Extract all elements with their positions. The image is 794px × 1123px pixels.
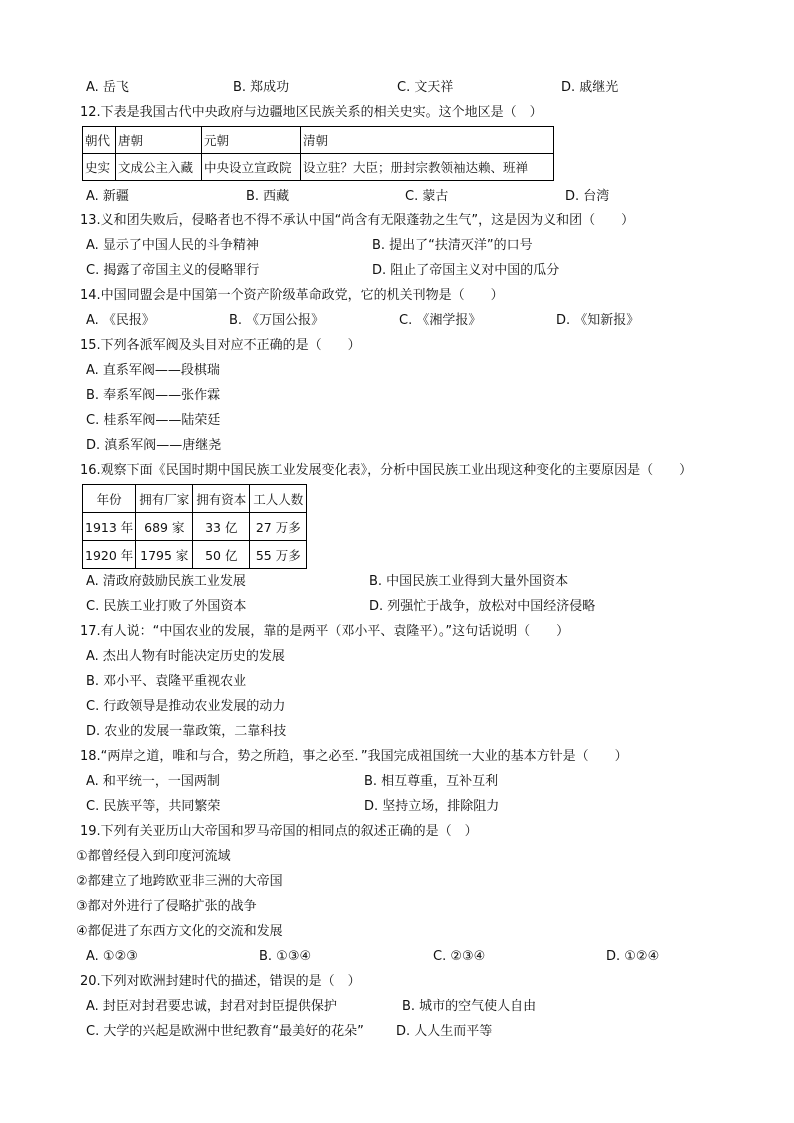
q16-option-d: D. 列强忙于战争，放松对中国经济侵略 xyxy=(369,599,596,614)
q15-option-a: A. 直系军阀——段棋瑞 xyxy=(86,363,220,378)
q18-option-a: A. 和平统一，一国两制 xyxy=(86,774,220,789)
q12-cell: 设立驻？大臣；册封宗教领袖达赖、班禅 xyxy=(301,154,554,181)
q16-table-row xyxy=(83,513,307,541)
q16-cell: 1920 年 xyxy=(83,541,136,569)
q13-stem: 13.义和团失败后，侵略者也不得不承认中国“尚含有无限蓬勃之生气”，这是因为义和团（ ） xyxy=(80,213,635,228)
q12-option-c: C. 蒙古 xyxy=(405,189,449,204)
q19-item-4: ④都促进了东西方文化的交流和发展 xyxy=(76,924,283,939)
q19-item-3: ③都对外进行了侵略扩张的战争 xyxy=(76,899,257,914)
q17-option-d: D. 农业的发展一靠政策，二靠科技 xyxy=(86,724,287,739)
q12-header-cell: 唐朝 xyxy=(116,127,202,154)
q16-stem: 16.观察下面《民国时期中国民族工业发展变化表》，分析中国民族工业出现这种变化的主要原因是（ ） xyxy=(80,463,693,478)
q14-option-c: C. 《湘学报》 xyxy=(399,313,482,328)
q19-stem: 19.下列有关亚历山大帝国和罗马帝国的相同点的叙述正确的是（ ） xyxy=(80,824,478,839)
q15-option-c: C. 桂系军阀——陆荣廷 xyxy=(86,413,221,428)
q20-option-b: B. 城市的空气使人自由 xyxy=(402,999,537,1014)
q14-option-a: A. 《民报》 xyxy=(86,313,155,328)
q12-table-header-row xyxy=(83,127,554,154)
q16-option-c: C. 民族工业打败了外国资本 xyxy=(86,599,247,614)
q19-item-1: ①都曾经侵入到印度河流域 xyxy=(76,849,231,864)
q16-cell: 55 万多 xyxy=(250,541,307,569)
q11-option-a: A. 岳飞 xyxy=(86,80,129,95)
q15-stem: 15.下列各派军阀及头目对应不正确的是（ ） xyxy=(80,338,361,353)
q19-option-a: A. ①②③ xyxy=(86,949,138,964)
q12-cell: 文成公主入藏 xyxy=(116,154,202,181)
q18-option-b: B. 相互尊重，互补互利 xyxy=(364,774,499,789)
q16-table-row xyxy=(83,541,307,569)
q15-option-b: B. 奉系军阀——张作霖 xyxy=(86,388,221,403)
q16-header-cell: 拥有资本 xyxy=(193,485,250,513)
q11-option-b: B. 郑成功 xyxy=(233,80,290,95)
q19-option-c: C. ②③④ xyxy=(433,949,486,964)
q12-header-cell: 朝代 xyxy=(83,127,116,154)
q12-header-cell: 清朝 xyxy=(301,127,554,154)
q16-table xyxy=(82,484,307,569)
q12-table xyxy=(82,126,554,181)
q16-cell: 27 万多 xyxy=(250,513,307,541)
q17-stem: 17.有人说：“中国农业的发展，靠的是两平（邓小平、袁隆平）。”这句话说明（ ） xyxy=(80,624,570,639)
q16-cell: 33 亿 xyxy=(193,513,250,541)
q12-option-d: D. 台湾 xyxy=(565,189,610,204)
q16-header-cell: 年份 xyxy=(83,485,136,513)
q16-table-header-row xyxy=(83,485,307,513)
q20-option-d: D. 人人生而平等 xyxy=(396,1024,493,1039)
q12-table-row xyxy=(83,154,554,181)
q14-option-b: B. 《万国公报》 xyxy=(229,313,325,328)
q16-header-cell: 工人人数 xyxy=(250,485,307,513)
q17-option-c: C. 行政领导是推动农业发展的动力 xyxy=(86,699,286,714)
q18-stem: 18.“两岸之道，唯和与合，势之所趋，事之必至．”我国完成祖国统一大业的基本方针是（ ） xyxy=(80,749,628,764)
q13-option-b: B. 提出了“扶清灭洋”的口号 xyxy=(372,238,533,253)
q12-option-a: A. 新疆 xyxy=(86,189,129,204)
q13-option-c: C. 揭露了帝国主义的侵略罪行 xyxy=(86,263,260,278)
q16-cell: 50 亿 xyxy=(193,541,250,569)
q16-cell: 1913 年 xyxy=(83,513,136,541)
q16-option-a: A. 清政府鼓励民族工业发展 xyxy=(86,574,246,589)
q20-option-c: C. 大学的兴起是欧洲中世纪教育“最美好的花朵” xyxy=(86,1024,364,1039)
q13-option-a: A. 显示了中国人民的斗争精神 xyxy=(86,238,259,253)
q14-option-d: D. 《知新报》 xyxy=(556,313,640,328)
q20-option-a: A. 封臣对封君要忠诚，封君对封臣提供保护 xyxy=(86,999,337,1014)
q11-option-d: D. 戚继光 xyxy=(561,80,619,95)
q12-cell: 史实 xyxy=(83,154,116,181)
q12-stem: 12.下表是我国古代中央政府与边疆地区民族关系的相关史实。这个地区是（ ） xyxy=(80,105,543,120)
q12-option-b: B. 西藏 xyxy=(246,189,290,204)
q18-option-d: D. 坚持立场，排除阻力 xyxy=(364,799,500,814)
q19-option-b: B. ①③④ xyxy=(259,949,312,964)
q19-item-2: ②都建立了地跨欧亚非三洲的大帝国 xyxy=(76,874,283,889)
q12-cell: 中央设立宣政院 xyxy=(202,154,301,181)
q19-option-d: D. ①②④ xyxy=(606,949,660,964)
q14-stem: 14.中国同盟会是中国第一个资产阶级革命政党，它的机关刊物是（ ） xyxy=(80,288,504,303)
q17-option-b: B. 邓小平、袁隆平重视农业 xyxy=(86,674,247,689)
q20-stem: 20.下列对欧洲封建时代的描述，错误的是（ ） xyxy=(80,974,361,989)
q11-option-c: C. 文天祥 xyxy=(397,80,454,95)
q16-cell: 1795 家 xyxy=(136,541,193,569)
q16-header-cell: 拥有厂家 xyxy=(136,485,193,513)
q16-option-b: B. 中国民族工业得到大量外国资本 xyxy=(369,574,569,589)
q18-option-c: C. 民族平等，共同繁荣 xyxy=(86,799,221,814)
q12-header-cell: 元朝 xyxy=(202,127,301,154)
q16-cell: 689 家 xyxy=(136,513,193,541)
q15-option-d: D. 滇系军阀——唐继尧 xyxy=(86,438,222,453)
q13-option-d: D. 阻止了帝国主义对中国的瓜分 xyxy=(372,263,560,278)
q17-option-a: A. 杰出人物有时能决定历史的发展 xyxy=(86,649,285,664)
